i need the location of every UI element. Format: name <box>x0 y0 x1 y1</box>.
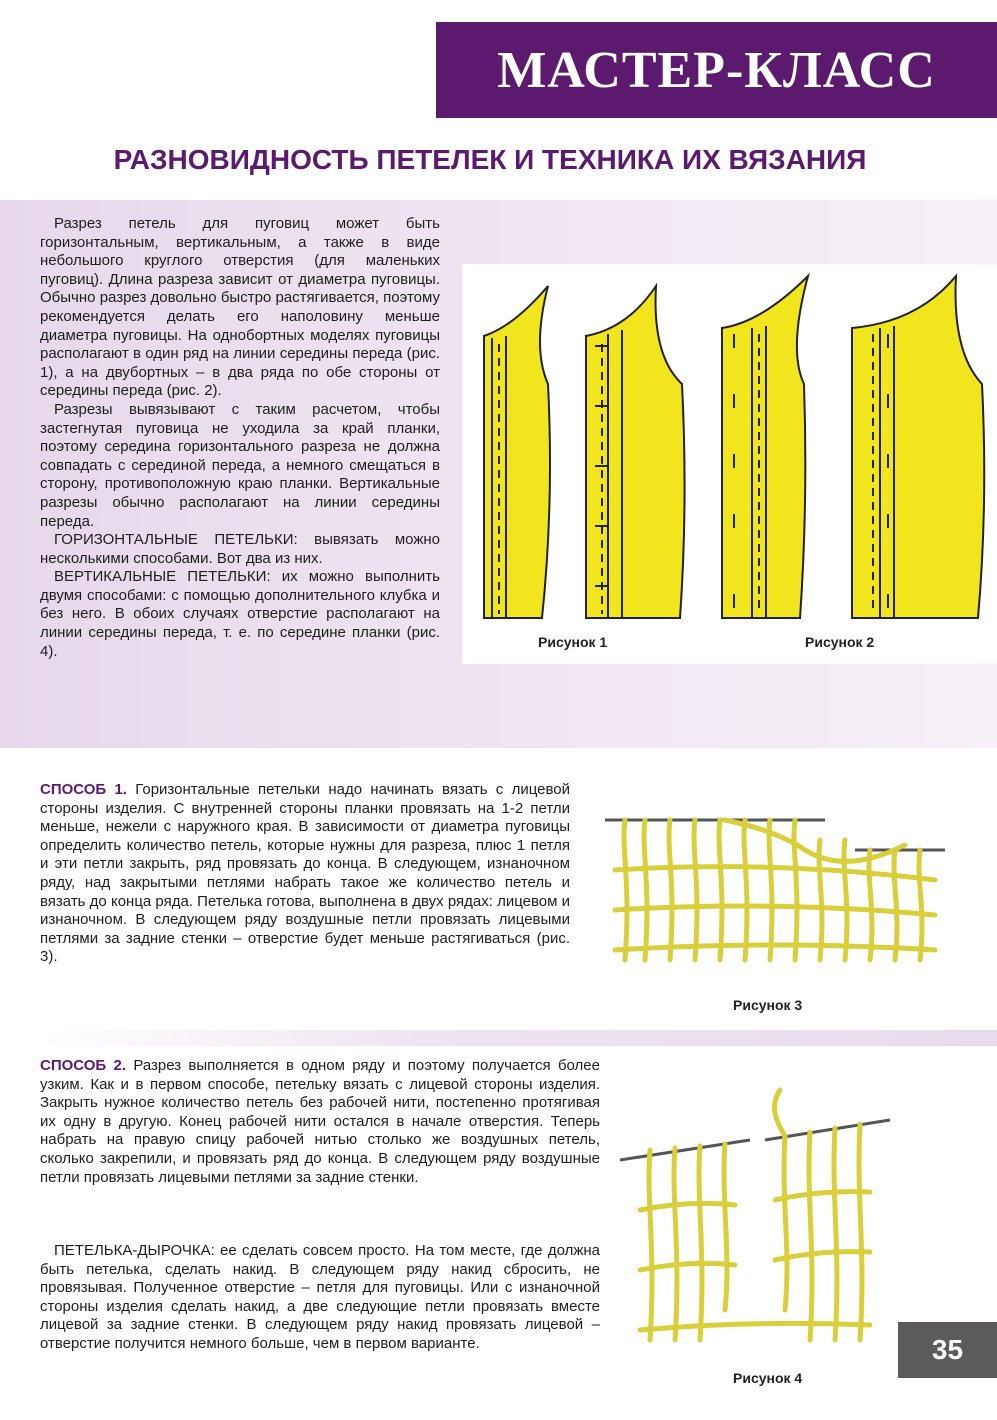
figure-2-left-front <box>722 276 808 618</box>
method-2-paragraph <box>40 1057 600 1187</box>
figure-3-stitches <box>615 820 935 960</box>
method-1-body: Горизонтальные петельки надо начинать вязать с лицевой стороны изделия. С внутренней стороны планки провязать на 1-2 петли меньше, нежели с наружного края. В зависимости от диаметра пуговицы определить количество петель, которые нужны для разреза, плюс 1 петля и эти петли закрыть, ряд провязать до конца. В следующем, изнаночном ряду, над закрытыми петлями набрать такое же количество петель и вязать до конца ряда. Петелька готова, выполнена в двух рядах: лицевом и изнаночном. В следующем ряду воздушные петли провязать лицевыми петлями за задние стенки – отверстие будет меньше растягиваться (рис. 3). <box>40 781 570 966</box>
figure-3-illustration <box>605 800 945 970</box>
method-1-text <box>40 781 570 967</box>
figure-1-right-front <box>586 286 685 618</box>
figure-4-illustration <box>620 1080 890 1360</box>
intro-paragraph-4: ВЕРТИКАЛЬНЫЕ ПЕТЕЛЬКИ: их можно выполнить двумя способами: с помощью дополнительного клубка и без него. В обоих случаях отверстие располагают на линии середины переда, т. е. по середине планки (рис. 4). <box>40 568 440 660</box>
method-2-body: Разрез выполняется в одном ряду и поэтому получается более узким. Как и в первом способе, петельку вязать с лицевой стороны изделия. Закрыть нужное количество петель без рабочей нити, постепенно протягивая их одну в другую. Конец рабочей нити остался в начале отверстия. Теперь набрать на правую спицу рабочей нитью столько же воздушных петель, сколько закрепили, и провязать ряд до конца. В следующем ряду воздушные петли провязать лицевыми петлями за задние стенки. <box>40 1057 600 1186</box>
method-2-text <box>40 1057 600 1187</box>
method-1-lead: СПОСОБ 1. <box>40 781 127 798</box>
article-title: РАЗНОВИДНОСТЬ ПЕТЕЛЕК И ТЕХНИКА ИХ ВЯЗАНИЯ <box>113 144 867 175</box>
section-title: МАСТЕР-КЛАСС <box>497 41 936 99</box>
figure-4-stitches <box>640 1090 870 1340</box>
eyelet-text <box>40 1242 600 1354</box>
figure-4-needles <box>620 1120 890 1160</box>
figure-4-caption: Рисунок 4 <box>733 1370 803 1386</box>
intro-paragraph-1: Разрез петель для пуговиц может быть горизонтальным, вертикальным, а также в виде небольшого круглого отверстия (для маленьких пуговиц). Длина разреза зависит от диаметра пуговицы. Обычно разрез довольно быстро растягивается, поэтому рекомендуется делать его наполовину меньше диаметра пуговицы. На однобортных моделях пуговицы располагают в один ряд на линии середины переда (рис. 1), а на двубортных – в два ряда по обе стороны от середины переда (рис. 2). <box>40 215 440 400</box>
eyelet-paragraph: ПЕТЕЛЬКА-ДЫРОЧКА: ее сделать совсем просто. На том месте, где должна быть петелька, сделать накид. В следующем ряду накид сбросить, не провязывая. Полученное отверстие – петля для пуговицы. Или с изнаночной стороны изделия сделать накид, а две следующие петли провязать вместе лицевой за задние стенки. В следующем ряду накид провязать лицевой – отверстие получится немного больше, чем в первом варианте. <box>40 1242 600 1352</box>
figure-1-caption: Рисунок 1 <box>538 634 608 650</box>
intro-paragraph-2: Разрезы вывязывают с таким расчетом, чтобы застегнутая пуговица не уходила за край планки, поэтому середина горизонтального разреза не должна совпадать с серединой переда, а немного смещаться в сторону, противоположную краю планки. Вертикальные разрезы обычно располагают на линии середины переда. <box>40 400 440 530</box>
method-2-lead: СПОСОБ 2. <box>40 1057 127 1074</box>
figure-3-caption: Рисунок 3 <box>733 997 803 1013</box>
figure-2-right-front <box>852 276 984 618</box>
figure-1-left-front <box>484 286 550 618</box>
intro-paragraph-3: ГОРИЗОНТАЛЬНЫЕ ПЕТЕЛЬКИ: вывязать можно несколькими способами. Вот два из них. <box>40 531 440 567</box>
method-1-paragraph <box>40 781 570 967</box>
section-divider <box>40 1030 997 1046</box>
intro-text <box>40 215 440 661</box>
page-number: 35 <box>898 1322 997 1378</box>
figure-1-2-illustration <box>462 264 997 634</box>
figure-2-caption: Рисунок 2 <box>805 634 875 650</box>
